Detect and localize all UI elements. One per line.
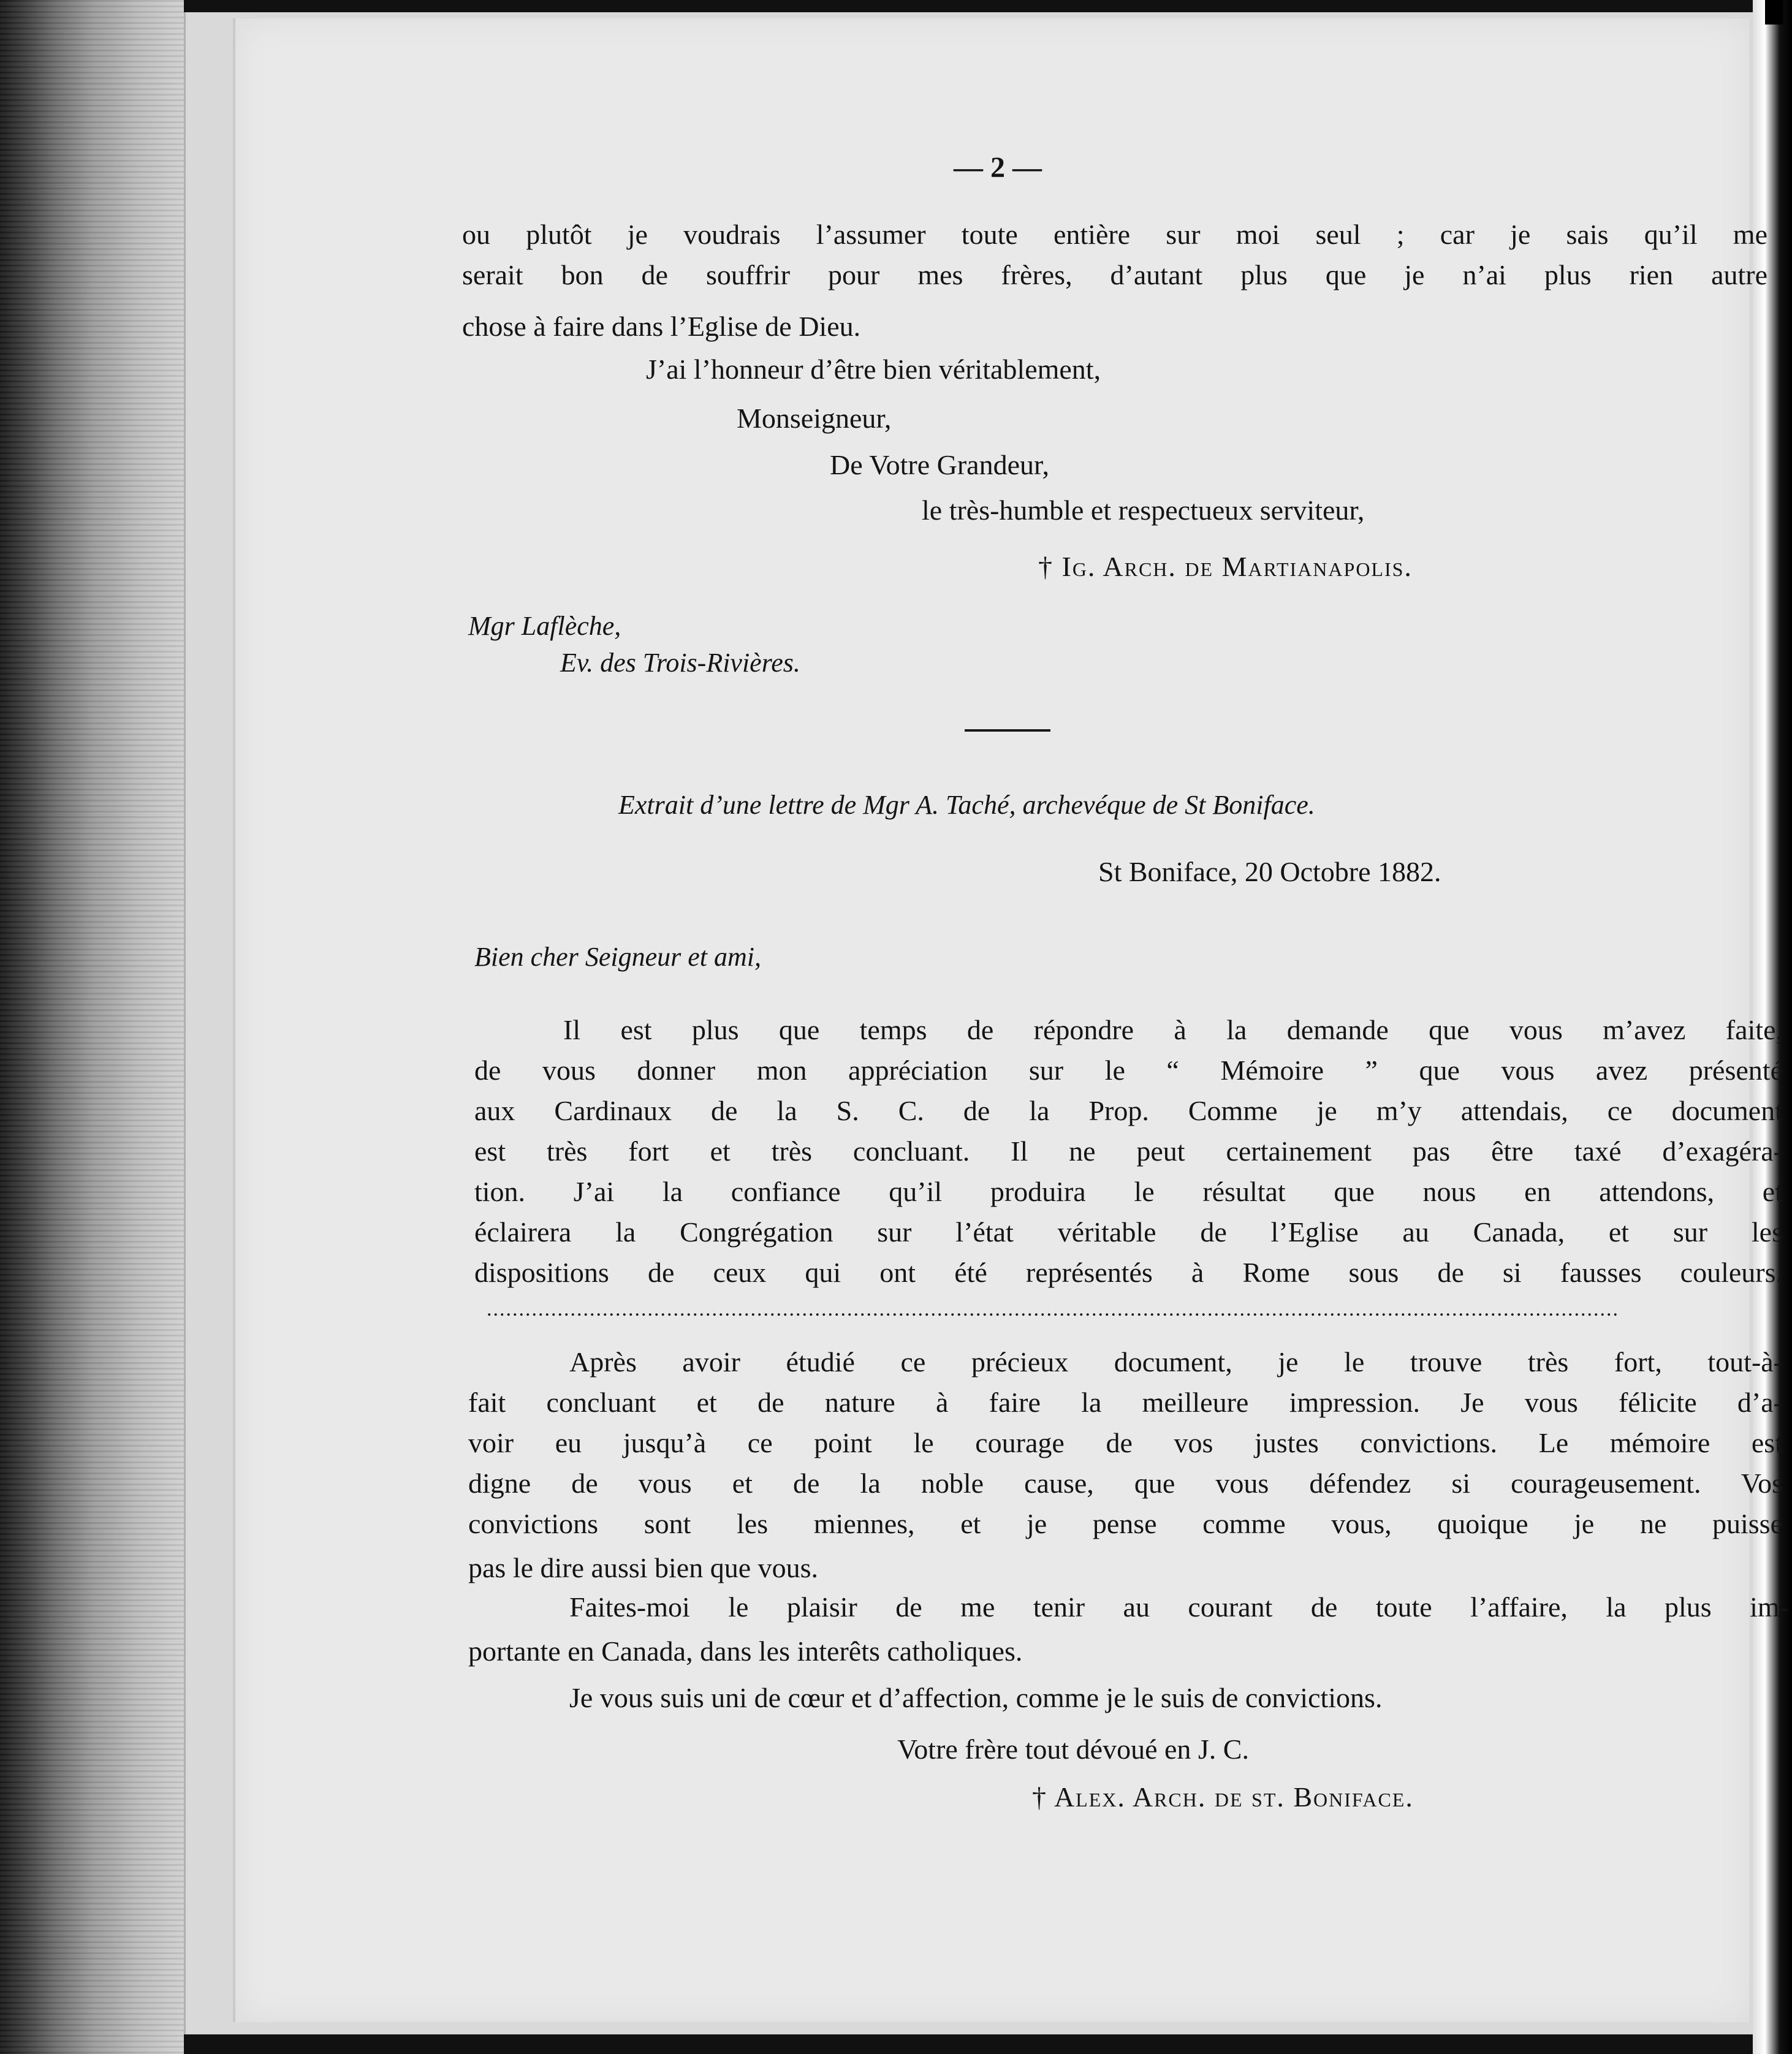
paragraph-line: tion. J’ai la confiance qu’il produira le résultat que nous en attendons, et xyxy=(474,1176,1783,1207)
closing-line: Monseigneur, xyxy=(737,403,892,434)
paragraph-line: fait concluant et de nature à faire la meilleure impression. Je vous félicite d’a- xyxy=(468,1387,1783,1418)
closing-line: De Votre Grandeur, xyxy=(830,449,1049,480)
paragraph-line: convictions sont les miennes, et je pense comme vous, quoique je ne puisse xyxy=(468,1508,1783,1539)
place-date: St Boniface, 20 Octobre 1882. xyxy=(1098,856,1441,887)
extract-heading: Extrait d’une lettre de Mgr A. Taché, archevéque de St Boniface. xyxy=(618,790,1315,820)
paragraph-line: portante en Canada, dans les interêts catholiques. xyxy=(468,1635,1023,1667)
paragraph-line: est très fort et très concluant. Il ne peut certainement pas être taxé d’exagéra- xyxy=(474,1135,1783,1167)
signature: † Ig. Arch. de Martianapolis. xyxy=(1038,551,1413,582)
paragraph-line: digne de vous et de la noble cause, que vous défendez si courageusement. Vos xyxy=(468,1468,1783,1499)
paragraph-line: éclairera la Congrégation sur l’état véritable de l’Eglise au Canada, et sur les xyxy=(474,1216,1783,1248)
signature: † Alex. Arch. de st. Boniface. xyxy=(1032,1781,1414,1813)
section-divider xyxy=(965,729,1050,732)
addressee-line: Mgr Laflèche, xyxy=(468,611,621,641)
paragraph-line: voir eu jusqu’à ce point le courage de vos justes convictions. Le mémoire est xyxy=(468,1427,1783,1458)
closing-line: le très-humble et respectueux serviteur, xyxy=(922,495,1365,526)
paragraph-line: pas le dire aussi bien que vous. xyxy=(468,1552,819,1583)
paragraph-line: Je vous suis uni de cœur et d’affection, comme je le suis de convictions. xyxy=(569,1682,1383,1713)
page-number: — 2 — xyxy=(954,151,1042,184)
paragraph-line: aux Cardinaux de la S. C. de la Prop. Comme je m’y attendais, ce document xyxy=(474,1095,1783,1126)
closing-line: Votre frère tout dévoué en J. C. xyxy=(897,1734,1249,1765)
paragraph-line: de vous donner mon appréciation sur le “ Mémoire ” que vous avez présenté xyxy=(474,1055,1783,1086)
addressee-line: Ev. des Trois-Rivières. xyxy=(560,648,800,678)
paragraph-line: Il est plus que temps de répondre à la demande que vous m’avez faite, xyxy=(563,1014,1783,1045)
scan-corner-mark xyxy=(1765,0,1783,25)
paragraph-line: dispositions de ceux qui ont été représentés à Rome sous de si fausses couleurs. xyxy=(474,1257,1783,1288)
paragraph-line: Faites-moi le plaisir de me tenir au courant de toute l’affaire, la plus im- xyxy=(569,1591,1789,1623)
letter1-line: serait bon de souffrir pour mes frères, d’autant plus que je n’ai plus rien autre xyxy=(462,259,1767,290)
letter1-line: chose à faire dans l’Eglise de Dieu. xyxy=(462,311,861,342)
ellipsis-row: ................................................................................................................................................................................ xyxy=(487,1298,1619,1321)
paragraph-line: Après avoir étudié ce précieux document, je le trouve très fort, tout-à- xyxy=(569,1346,1783,1378)
salutation: Bien cher Seigneur et ami, xyxy=(474,942,761,972)
book-binding-edge xyxy=(0,0,184,2054)
closing-line: J’ai l’honneur d’être bien véritablement, xyxy=(646,354,1101,385)
scanned-page xyxy=(233,18,1789,2022)
letter1-line: ou plutôt je voudrais l’assumer toute entière sur moi seul ; car je sais qu’il me xyxy=(462,219,1767,250)
